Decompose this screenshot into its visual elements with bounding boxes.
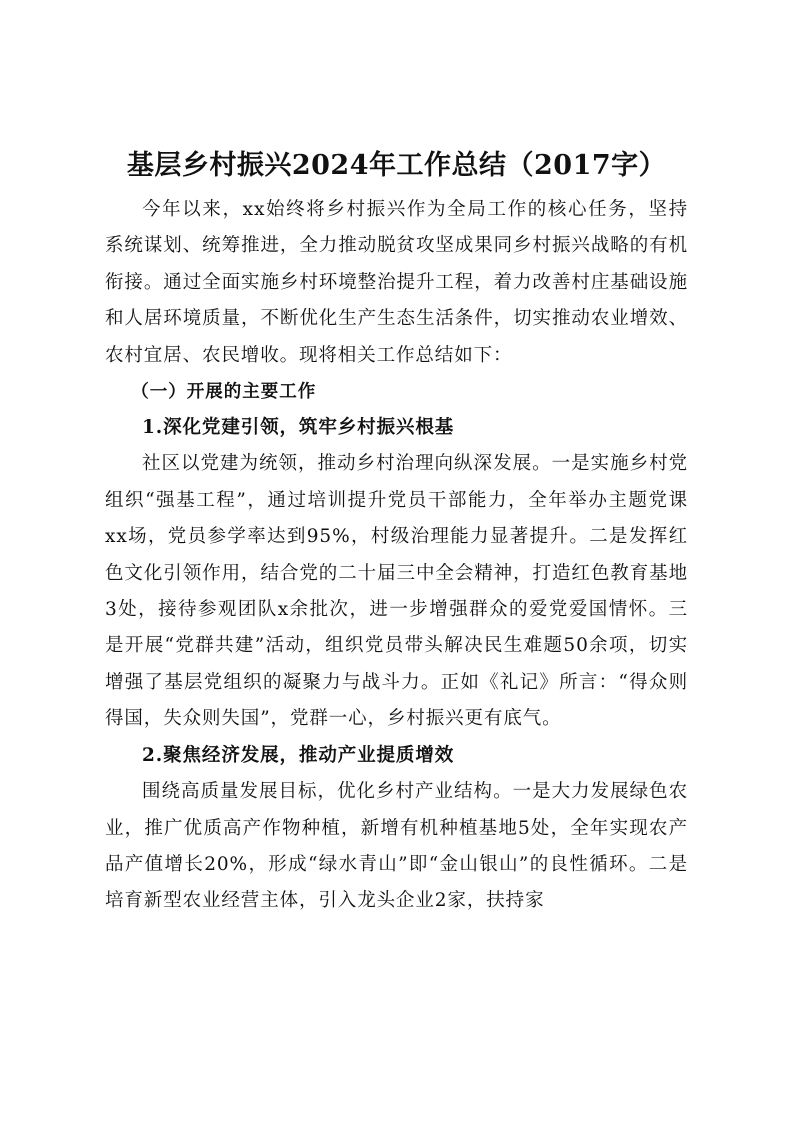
subsection-heading-1: 1.深化党建引领，筑牢乡村振兴根基: [142, 417, 455, 439]
subsection-paragraph-2: 围绕高质量发展目标，优化乡村产业结构。一是大力发展绿色农业，推广优质高产作物种植，新增有机种植基地5处，全年实现农产品产值增长20%，形成“绿水青山”即“金山银山”的良性循环。二是培育新型农业经营主体，引入龙头企业2家，扶持家: [105, 781, 688, 912]
intro-paragraph: 今年以来，xx始终将乡村振兴作为全局工作的核心任务，坚持系统谋划、统筹推进，全力推动脱贫攻坚成果同乡村振兴战略的有机衔接。通过全面实施乡村环境整治提升工程，着力改善村庄基础设施和人居环境质量，不断优化生产生态生活条件，切实推动农业增效、农村宜居、农民增收。现将相关工作总结如下：: [105, 199, 688, 366]
subsection-heading-2: 2.聚焦经济发展，推动产业提质增效: [142, 744, 455, 766]
document-body: [105, 140, 688, 920]
section-heading: （一）开展的主要工作: [131, 382, 317, 403]
subsection-paragraph-1: 社区以党建为统领，推动乡村治理向纵深发展。一是实施乡村党组织“强基工程”，通过培训提升党员干部能力，全年举办主题党课xx场，党员参学率达到95%，村级治理能力显著提升。二是发挥红色文化引领作用，结合党的二十届三中全会精神，打造红色教育基地3处，接待参观团队x余批次，进一步增强群众的爱党爱国情怀。三是开展“党群共建”活动，组织党员带头解决民生难题50余项，切实增强了基层党组织的凝聚力与战斗力。正如《礼记》所言：“得众则得国，失众则失国”，党群一心，乡村振兴更有底气。: [105, 453, 688, 730]
document-title: 基层乡村振兴2024年工作总结（2017字）: [126, 150, 667, 181]
